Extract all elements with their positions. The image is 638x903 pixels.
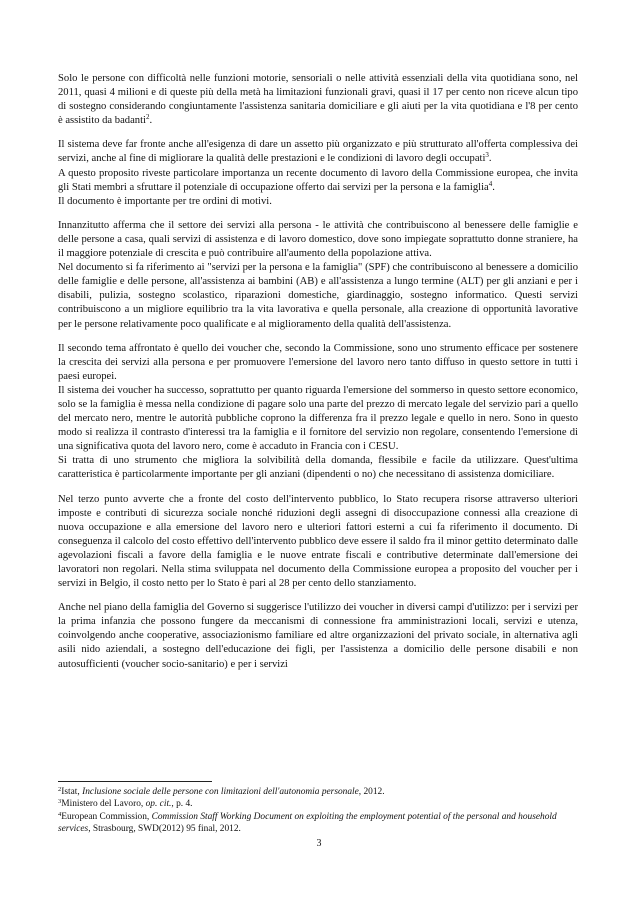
- footnote-separator: [58, 781, 212, 782]
- page-number: 3: [316, 838, 322, 849]
- footnote: $^2$Istat, Inclusione sociale delle persone con limitazioni dell'autonomia personale, 2012.: [58, 786, 385, 797]
- paragraph: Solo le persone con difficoltà nelle funzioni motorie, sensoriali o nelle attività essenziali della vita quotidiana sono, nel 2011, quasi 4 milioni e di queste più della metà ha limitazioni funzionali gravi, quasi il 17 per cento non riceve alcun tipo di sostegno considerando congiuntamente l'assistenza sanitaria domiciliare e gli aiuti per la vita quotidiana e l'8 per cento è assistito da badanti$^2$.: [58, 73, 578, 127]
- paragraph: Il secondo tema affrontato è quello dei voucher che, secondo la Commissione, sono uno strumento efficace per sostenere la crescita dei servizi alla persona e per promuovere l'emersione del lavoro nero tanto diffuso in questo settore in tutti i paesi europei.: [58, 342, 578, 382]
- paragraph: A questo proposito riveste particolare importanza un recente documento di lavoro della Commissione europea, che invita gli Stati membri a sfruttare il potenziale di occupazione offerto dai servizi per la persona e la famiglia$^4$.: [58, 167, 578, 193]
- footnote-ref: 2: [145, 113, 150, 122]
- paragraph: Nel documento si fa riferimento ai "servizi per la persona e la famiglia" (SPF) che contribuiscono al benessere a domicilio delle famiglie e delle persone, all'assistenza ai bambini (AB) e all'assistenza a lungo termine (ALT) per gli anziani e per i disabili, pulizia, sostegno scolastico, riparazioni domestiche, giardinaggio, sostegno informatico. Questi servizi contribuiscono a un migliore equilibrio tra la vita lavorativa e quella personale, alla creazione di opportunità lavorative per le persone relativamente poco qualificate e al miglioramento della qualità dell'assistenza.: [58, 262, 578, 330]
- body-text: [58, 72, 578, 672]
- footnote-ref: 4: [488, 179, 493, 188]
- paragraph: Il sistema dei voucher ha successo, soprattutto per quanto riguarda l'emersione del sommerso in questo settore economico, solo se la famiglia è messa nella condizione di pagare solo una parte del prezzo di mercato legale del servizio pari a quello del mercato nero, mentre le autorità pubbliche coprono la differenza fra il prezzo legale e quello in nero. Sono in questo modo si realizza il contrasto d'interessi tra la famiglia e il fornitore del servizio non regolare, consentendo l'emersione di una significativa quota del lavoro nero, come è accaduto in Francia con i CESU.: [58, 384, 578, 453]
- footnote: $^3$Ministero del Lavoro, op. cit., p. 4.: [58, 798, 193, 810]
- footnote-ref: 3: [485, 151, 489, 160]
- footnote: $^4$European Commission, Commission Staff Working Document on exploiting the employment potential of the personal and household services, Strasbourg, SWD(2012) 95 final, 2012.: [58, 810, 557, 835]
- paragraph: Il sistema deve far fronte anche all'esigenza di dare un assetto più organizzato e più strutturato all'offerta complessiva dei servizi, anche al fine di migliorare la qualità delle prestazioni e le condizioni di lavoro degli occupati$^3$.: [58, 139, 578, 165]
- footnotes: [58, 786, 578, 836]
- paragraph: Innanzitutto afferma che il settore dei servizi alla persona - le attività che contribuiscono al benessere delle famiglie e delle persone a casa, quali servizi di assistenza e di lavoro domestico, dove sono impiegate soprattutto donne straniere, ha il maggiore potenziale di crescita e può contribuire all'aumento della popolazione attiva.: [58, 219, 578, 260]
- paragraph: Si tratta di uno strumento che migliora la solvibilità della domanda, flessibile e facile da utilizzare. Quest'ultima caratteristica è particolarmente importante per gli anziani (dipendenti o no) che necessitano di assistenza domiciliare.: [58, 455, 578, 481]
- paragraph: Il documento è importante per tre ordini di motivi.: [58, 195, 272, 207]
- paragraph: Anche nel piano della famiglia del Governo si suggerisce l'utilizzo dei voucher in diversi campi d'utilizzo: per i servizi per la prima infanzia che possono fungere da meccanismi di connessione fra amministrazioni locali, servizi e utenza, coinvolgendo anche cooperative, associazionismo familiare ed altre organizzazioni del privato sociale, in alternativa agli asili nido aziendali, a sostegno dell'educazione dei figli, per l'assistenza a domicilio delle persone disabili e non autosufficienti (voucher socio-sanitario) e per i servizi: [58, 602, 578, 670]
- paragraph: Nel terzo punto avverte che a fronte del costo dell'intervento pubblico, lo Stato recupera risorse attraverso ulteriori imposte e contributi di sicurezza sociale nonché riduzioni degli assegni di disoccupazione connessi alla creazione di nuova occupazione e alla emersione del lavoro nero e ulteriori fattori esterni a cui fa riferimento il documento. Di conseguenza il calcolo del costo effettivo dell'intervento pubblico deve essere il saldo fra il minor gettito determinato dalle agevolazioni fiscali a favore della famiglia e le nuove entrate fiscali e contributive determinate dall'emersione dei lavoratori non regolari. Nella stima sviluppata nel documento della Commissione europea a proposito del voucher per i servizi in Belgio, il costo netto per lo Stato è pari al 28 per cento dello stanziamento.: [58, 493, 578, 590]
